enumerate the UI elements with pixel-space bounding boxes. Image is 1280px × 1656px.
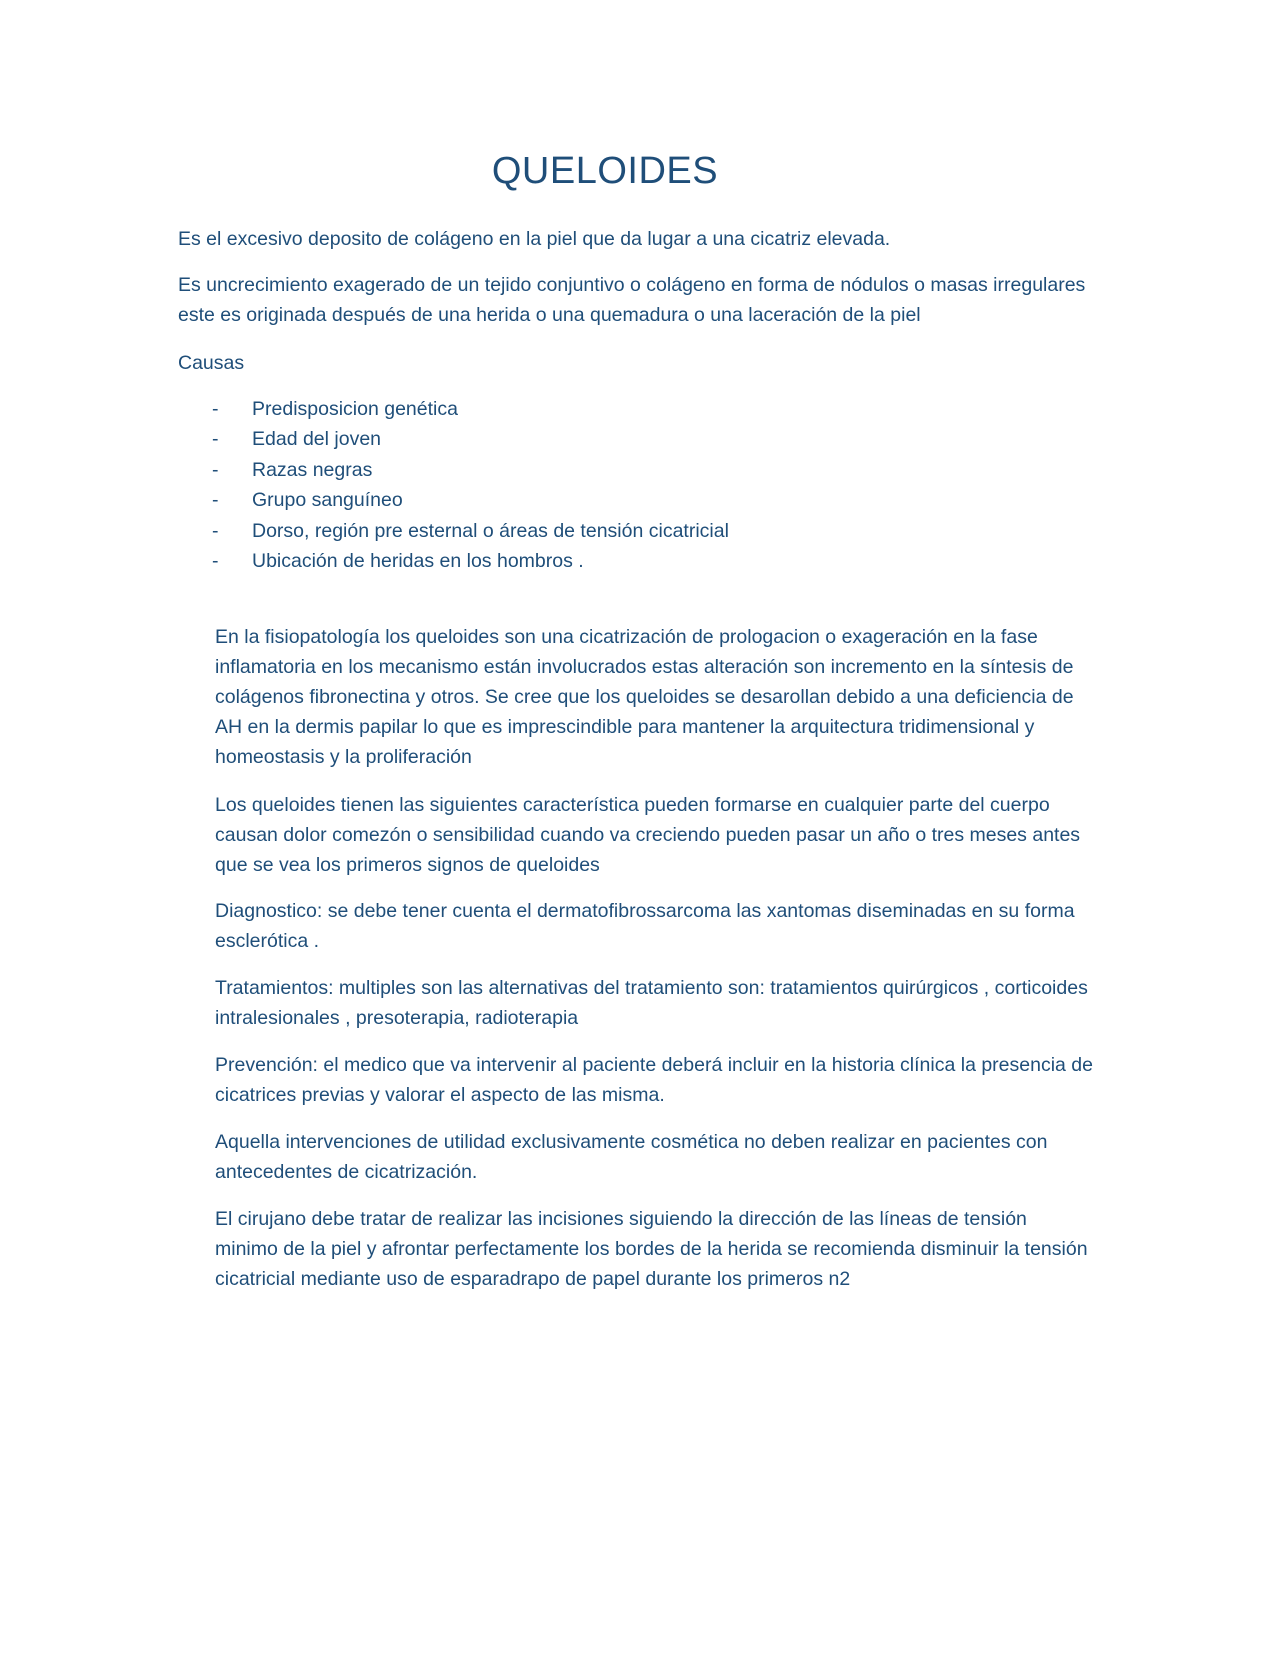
intervenciones-paragraph: Aquella intervenciones de utilidad exclusivamente cosmética no deben realizar en pacientes con antecedentes de cicatrización. xyxy=(215,1131,1048,1183)
list-item xyxy=(212,455,1092,485)
prevencion-paragraph: Prevención: el medico que va intervenir al paciente deberá incluir en la historia clínica la presencia de cicatrices previas y valorar el aspecto de las misma. xyxy=(215,1054,1093,1106)
list-item xyxy=(212,546,1092,576)
list-item xyxy=(212,485,1092,515)
intro-paragraph-1: Es el excesivo deposito de colágeno en la piel que da lugar a una cicatriz elevada. xyxy=(178,228,891,250)
list-item-text: Edad del joven xyxy=(252,428,382,451)
list-item xyxy=(212,394,1092,424)
list-item-text: Predisposicion genética xyxy=(252,398,458,420)
causas-list xyxy=(212,394,1092,576)
bullet-dash: - xyxy=(212,550,219,573)
list-item-text: Dorso, región pre esternal o áreas de tensión cicatricial xyxy=(252,519,729,542)
list-item-text: Razas negras xyxy=(252,458,373,481)
bullet-dash: - xyxy=(212,458,219,481)
tratamientos-paragraph: Tratamientos: multiples son las alternativas del tratamiento son: tratamientos quirúrgicos , corticoides intralesionales , presoterapia, radioterapia xyxy=(215,977,1088,1029)
cirujano-paragraph: El cirujano debe tratar de realizar las incisiones siguiendo la dirección de las líneas de tensión minimo de la piel y afrontar perfectamente los bordes de la herida se recomienda disminuir la tensión cicatricial mediante uso de esparadrapo de papel durante los primeros n2 xyxy=(215,1208,1088,1290)
list-item xyxy=(212,516,1092,546)
list-item-text: Ubicación de heridas en los hombros . xyxy=(252,550,584,573)
fisiopatologia-paragraph: En la fisiopatología los queloides son una cicatrización de prologacion o exageración en la fase inflamatoria en los mecanismo están involucrados estas alteración son incremento en la síntesis de colágenos fibronectina y otros. Se cree que los queloides se desarollan debido a una deficiencia de AH en la dermis papilar lo que es imprescindible para mantener la arquitectura tridimensional y homeostasis y la proliferación xyxy=(215,626,1074,768)
list-item xyxy=(212,424,1092,454)
bullet-dash: - xyxy=(212,428,219,451)
bullet-dash: - xyxy=(212,398,219,420)
caracteristicas-paragraph: Los queloides tienen las siguientes característica pueden formarse en cualquier parte del cuerpo causan dolor comezón o sensibilidad cuando va creciendo pueden pasar un año o tres meses antes que se vea los primeros signos de queloides xyxy=(215,794,1081,876)
list-item-text: Grupo sanguíneo xyxy=(252,489,403,512)
bullet-dash: - xyxy=(212,519,219,542)
document-title: QUELOIDES xyxy=(491,150,719,192)
bullet-dash: - xyxy=(212,489,219,512)
diagnostico-paragraph: Diagnostico: se debe tener cuenta el dermatofibrossarcoma las xantomas diseminadas en su forma esclerótica . xyxy=(215,900,1075,952)
intro-paragraph-2: Es uncrecimiento exagerado de un tejido conjuntivo o colágeno en forma de nódulos o masas irregulares este es originada después de una herida o una quemadura o una laceración de la piel xyxy=(178,274,1086,326)
causas-heading: Causas xyxy=(178,352,245,374)
